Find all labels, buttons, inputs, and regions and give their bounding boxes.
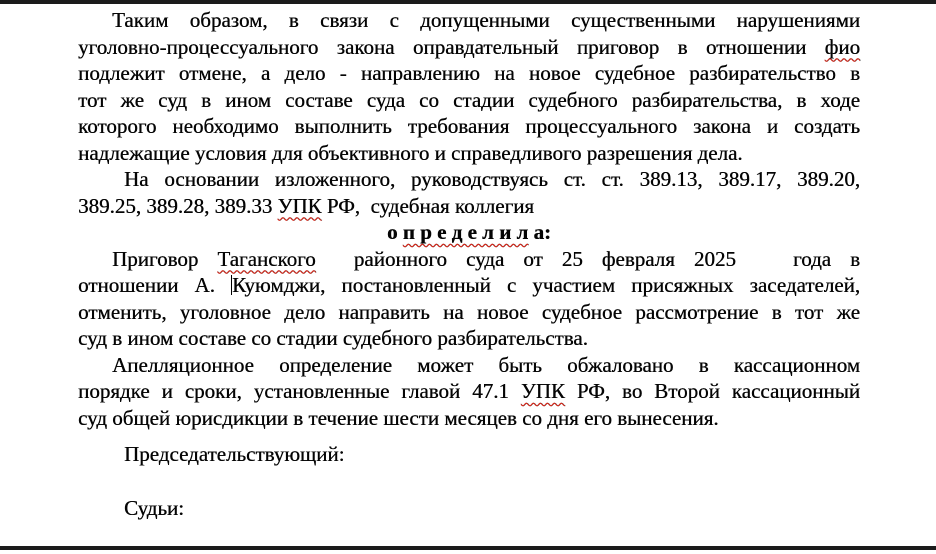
text-run: Апелляционное определение может быть обжаловано в кассационном [112, 352, 860, 377]
paragraph-appeal-line [78, 378, 860, 405]
paragraph-ruling-line [78, 34, 860, 61]
spacer [78, 431, 860, 441]
text-run: о [387, 220, 403, 244]
misspelled-word: Таганского [217, 246, 316, 271]
text-run: а: [528, 220, 551, 244]
misspelled-word: УПК [520, 379, 565, 403]
text-run: РФ, во Второй кассационный [564, 379, 860, 403]
decision-heading [78, 219, 860, 246]
text-run: отношении А. [78, 273, 231, 297]
paragraph-verdict-line [78, 272, 860, 299]
text-run: Судьи: [124, 495, 184, 520]
text-run: отменить, уголовное дело направить на новое судебное рассмотрение в тот же [78, 299, 860, 324]
text-run: Таким образом, в связи с допущенными существенными нарушениями [112, 8, 860, 32]
text-run: порядке и сроки, установленные главой 47.1 [78, 379, 521, 403]
text-run: которого необходимо выполнить требования процессуального закона и создать [78, 114, 860, 138]
paragraph-appeal-line [78, 352, 860, 379]
misspelled-word: фио [824, 34, 860, 59]
text-run: суд общей юрисдикции в течение шести месяцев со дня его вынесения. [78, 405, 719, 430]
document-body [78, 7, 860, 521]
misspelled-word: п р е д е л и л [402, 220, 529, 244]
text-run: уголовно-процессуального закона оправдательный приговор в отношении [78, 34, 825, 59]
text-run: 389.25, 389.28, 389.33 [78, 193, 278, 218]
paragraph-verdict-line [78, 325, 860, 352]
text-run: На основании изложенного, руководствуясь ст. ст. 389.13, 389.17, 389.20, [124, 167, 860, 191]
text-run: РФ, судебная коллегия [321, 193, 534, 218]
paragraph-appeal-line [78, 405, 860, 432]
text-run: надлежащие условия для объективного и справедливого разрешения дела. [78, 140, 743, 165]
paragraph-ruling-line [78, 87, 860, 114]
text-run: районного суда от 25 февраля 2025 года в [315, 246, 860, 271]
paragraph-verdict-line [78, 246, 860, 273]
paragraph-ruling-line [78, 60, 860, 87]
text-run: тот же суд в ином составе суда со стадии судебного разбирательства, в ходе [78, 87, 860, 112]
top-rule [0, 0, 936, 4]
bottom-rule [0, 546, 936, 550]
paragraph-basis-line [78, 166, 860, 193]
paragraph-basis-line [78, 193, 860, 220]
paragraph-ruling-line [78, 140, 860, 167]
text-run: Председательствующий: [124, 442, 345, 466]
judges-line [78, 495, 860, 522]
spacer [78, 468, 860, 495]
misspelled-word: УПК [277, 193, 322, 218]
text-run: подлежит отмене, а дело - направлению на новое судебное разбирательство в [78, 61, 860, 85]
text-run: суд в ином составе со стадии судебного разбирательства. [78, 326, 588, 350]
presiding-judge-line [78, 441, 860, 468]
text-run: Куюмджи, постановленный с участием присяжных заседателей, [231, 273, 861, 297]
text-run: Приговор [112, 246, 218, 271]
paragraph-verdict-line [78, 299, 860, 326]
paragraph-ruling-line [78, 7, 860, 34]
paragraph-ruling-line [78, 113, 860, 140]
